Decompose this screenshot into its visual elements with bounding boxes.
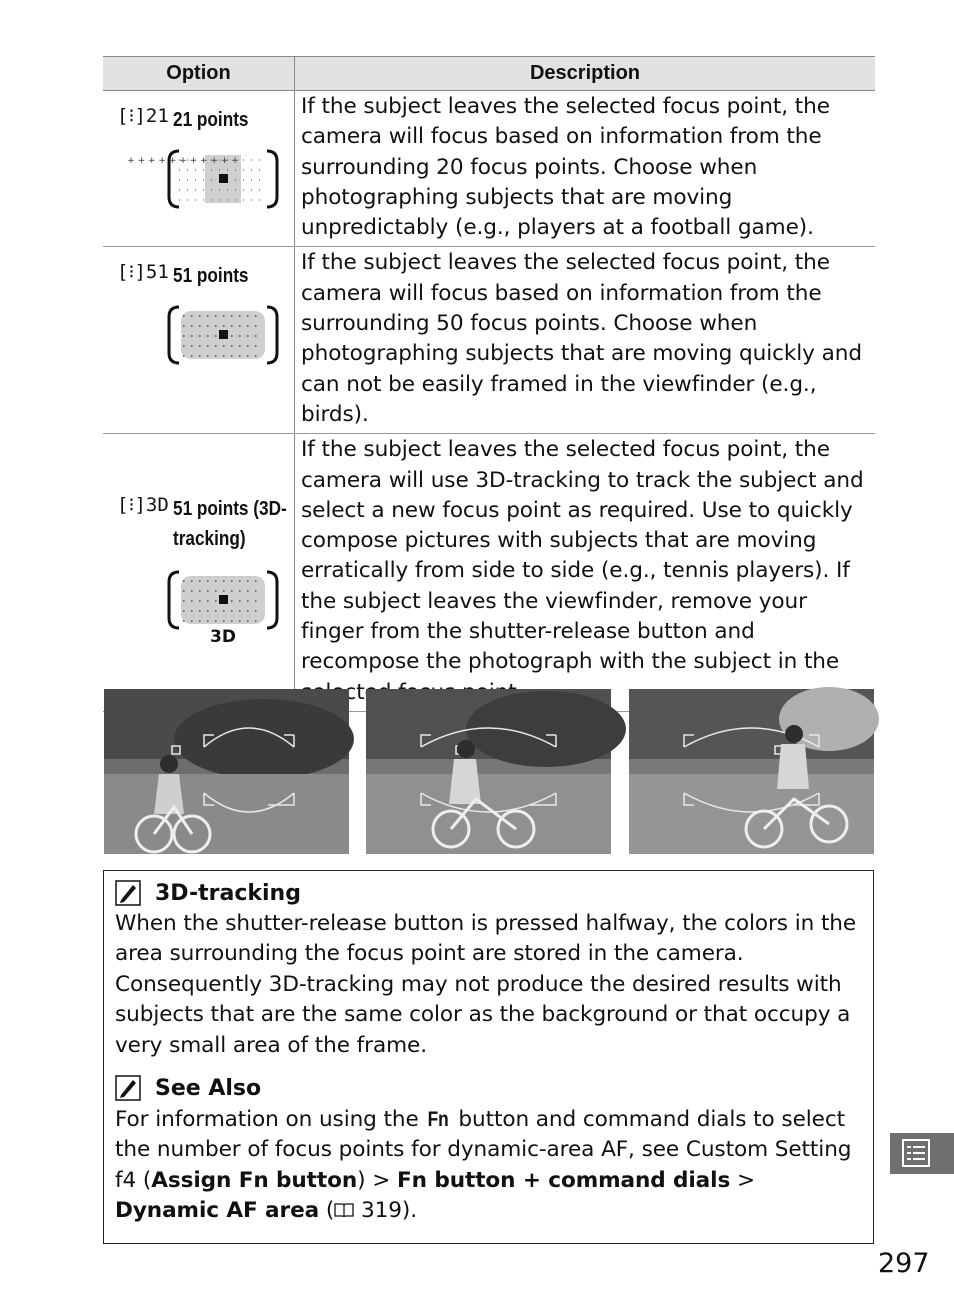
option-label: 51 points (3D-tracking) <box>173 498 287 551</box>
example-photo-1 <box>104 689 349 854</box>
example-photo-3 <box>629 689 874 854</box>
focus-points-3d-icon <box>165 568 281 648</box>
page-number: 297 <box>878 1248 930 1279</box>
dynamic-area-21-icon: [⁝]21 <box>117 105 169 127</box>
note-heading <box>115 877 863 909</box>
note-title: 3D-tracking <box>155 880 301 906</box>
menu-item-fn-command-dials: Fn button + command dials <box>397 1167 731 1193</box>
note-title: See Also <box>155 1075 262 1101</box>
grid-caption: 3D <box>210 627 236 648</box>
option-label: 51 points <box>173 265 249 288</box>
fn-button-label: Fn <box>428 1106 450 1132</box>
header-description: Description <box>295 57 876 91</box>
pencil-icon <box>115 880 141 906</box>
notes-box <box>103 870 874 1244</box>
table-row <box>103 434 875 712</box>
option-description: If the subject leaves the selected focus point, the camera will focus based on information from the surrounding 50 focus points. Choose when photographing subjects that are moving quickly and can not be easily framed in the viewfinder (e.g., birds). <box>295 247 876 434</box>
example-photo-2 <box>366 689 611 854</box>
focus-points-21-icon <box>127 147 281 211</box>
book-icon <box>334 1202 354 1218</box>
option-label: 21 points <box>173 109 249 131</box>
dynamic-area-3d-icon: [⁝]3D <box>117 494 169 517</box>
option-cell <box>103 91 295 247</box>
table-row <box>103 91 875 247</box>
table-row <box>103 247 875 434</box>
dynamic-area-51-icon: [⁝]51 <box>117 261 169 284</box>
option-cell <box>103 434 295 712</box>
section-tab <box>890 1133 954 1174</box>
menu-item-dynamic-af-area: Dynamic AF area <box>115 1198 320 1224</box>
focus-points-51-icon <box>165 303 281 367</box>
pencil-icon <box>115 1075 141 1101</box>
option-cell <box>103 247 295 434</box>
menu-list-icon <box>890 1133 954 1174</box>
option-description: If the subject leaves the selected focus point, the camera will focus based on information from the surrounding 20 focus points. Choose when photographing subjects that are moving unpredictably (e.g., players at a football game). <box>295 91 876 247</box>
note-heading <box>115 1072 863 1104</box>
menu-item-assign-fn: Assign Fn button <box>151 1167 358 1193</box>
note-text: For information on using the Fn button and command dials to select the number of focus points for dynamic-area AF, see Custom Setting f4 (Assign Fn button) > Fn button + command dials > Dynamic AF area ( 319). <box>115 1106 852 1224</box>
note-text: When the shutter-release button is pressed halfway, the colors in the area surrounding the focus point are stored in the camera. Consequently 3D-tracking may not produce the desired results with subjects that are the same color as the background or that occupy a very small area of the frame. <box>115 911 857 1058</box>
options-table <box>103 56 875 712</box>
svg-text:+ + + + + + + + + + +: + + + + + + + + + + + <box>127 156 239 166</box>
example-photos <box>104 689 874 854</box>
header-option: Option <box>103 57 295 91</box>
option-description: If the subject leaves the selected focus point, the camera will use 3D-tracking to track the subject and select a new focus point as required. Use to quickly compose pictures with subjects that are moving erratically from side to side (e.g., tennis players). If the subject leaves the viewfinder, remove your finger from the shutter-release button and recompose the photograph with the subject in the <box>295 434 876 712</box>
